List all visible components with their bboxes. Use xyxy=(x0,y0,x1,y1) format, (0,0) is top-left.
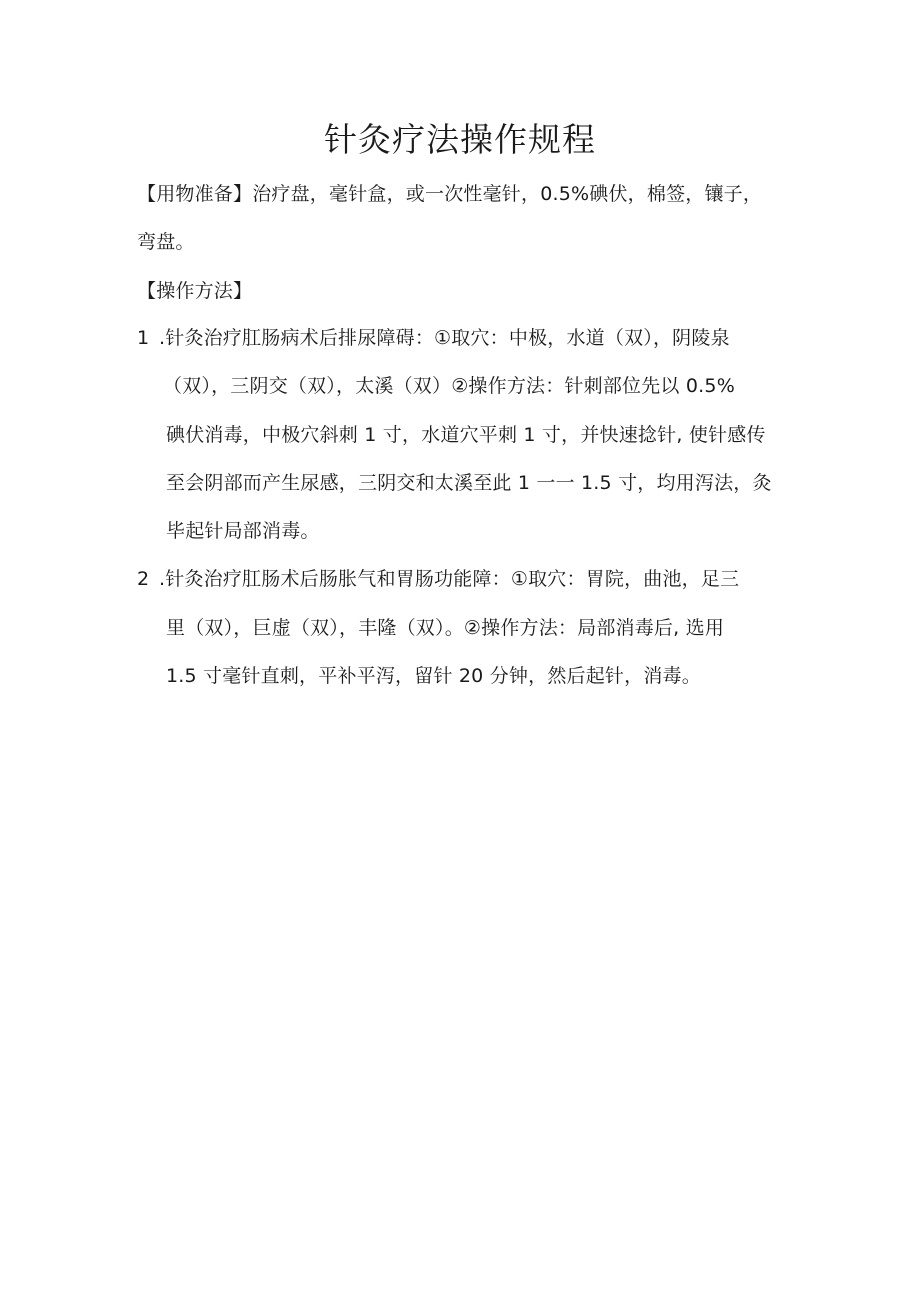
list-item-1-line-4: 至会阴部而产生尿感，三阴交和太溪至此 1 一一 1.5 寸，均用泻法，灸 xyxy=(166,472,772,494)
list-item-1-line-2: （双），三阴交（双），太溪（双）②操作方法：针刺部位先以 0.5% xyxy=(163,375,735,397)
list-item-1-line-5: 毕起针局部消毒。 xyxy=(166,520,320,542)
list-item-1-first-line xyxy=(137,325,730,351)
list-item-2-line-2: 里（双），巨虚（双），丰隆（双）。②操作方法：局部消毒后, 选用 xyxy=(166,617,725,639)
method-heading: 【操作方法】 xyxy=(137,280,253,302)
materials-line-1: 【用物准备】治疗盘，毫针盒，或一次性毫针，0.5%碘伏，棉签，镶子， xyxy=(137,183,763,205)
list-item-2-first-line xyxy=(137,566,739,592)
list-item-text: .针灸治疗肛肠病术后排尿障碍：①取穴：中极，水道（双），阴陵泉 xyxy=(159,327,730,349)
list-item-2-line-3: 1.5 寸毫针直刺，平补平泻，留针 20 分钟，然后起针，消毒。 xyxy=(166,665,701,687)
list-item-number: 2 xyxy=(137,568,150,590)
list-item-number: 1 xyxy=(137,327,150,349)
list-item-1-line-3: 碘伏消毒，中极穴斜刺 1 寸，水道穴平刺 1 寸，并快速捻针, 使针感传 xyxy=(166,424,766,446)
list-item-text: .针灸治疗肛肠术后肠胀气和胃肠功能障：①取穴：胃院，曲池，足三 xyxy=(159,568,740,590)
page-title: 针灸疗法操作规程 xyxy=(324,120,596,159)
materials-line-2: 弯盘。 xyxy=(137,231,195,253)
